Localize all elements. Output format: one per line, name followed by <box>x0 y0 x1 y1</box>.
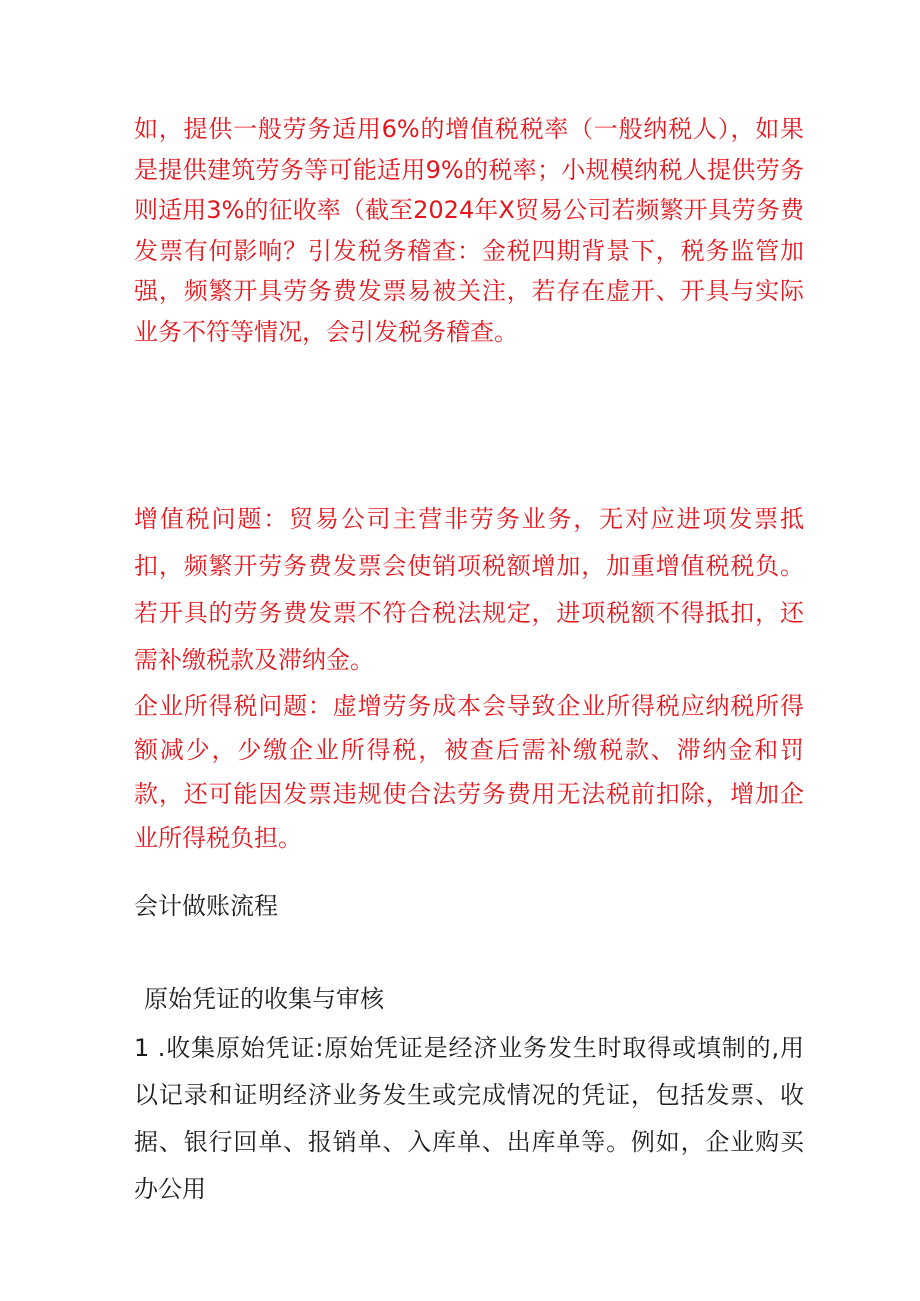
tax-issues-section <box>134 496 804 860</box>
intro-section <box>134 109 804 352</box>
subsection-heading: 原始凭证的收集与审核 <box>144 985 384 1013</box>
intro-paragraph: 如，提供一般劳务适用6%的增值税税率（一般纳税人），如果是提供建筑劳务等可能适用9%的税率；小规模纳税人提供劳务则适用3%的征收率（截至2024年X贸易公司若频繁开具劳务费发票有何影响？引发税务稽查：金税四期背景下，税务监管加强，频繁开具劳务费发票易被关注，若存在虚开、开具与实际业务不符等情况，会引发税务稽查。 <box>134 115 804 346</box>
accounting-section-title <box>134 886 804 926</box>
step-1-paragraph: 1 .收集原始凭证:原始凭证是经济业务发生时取得或填制的,用以记录和证明经济业务发生或完成情况的凭证，包括发票、收据、银行回单、报销单、入库单、出库单等。例如，企业购买办公用 <box>134 1034 804 1203</box>
section-heading: 会计做账流程 <box>134 892 278 920</box>
vat-issue-paragraph: 增值税问题：贸易公司主营非劳务业务，无对应进项发票抵扣，频繁开劳务费发票会使销项税额增加，加重增值税税负。若开具的劳务费发票不符合税法规定，进项税额不得抵扣，还需补缴税款及滞纳金。 <box>134 505 804 674</box>
voucher-section <box>134 979 804 1213</box>
cit-issue-paragraph: 企业所得税问题：虚增劳务成本会导致企业所得税应纳税所得额减少，少缴企业所得税，被查后需补缴税款、滞纳金和罚款，还可能因发票违规使合法劳务费用无法税前扣除，增加企业所得税负担。 <box>134 692 804 852</box>
